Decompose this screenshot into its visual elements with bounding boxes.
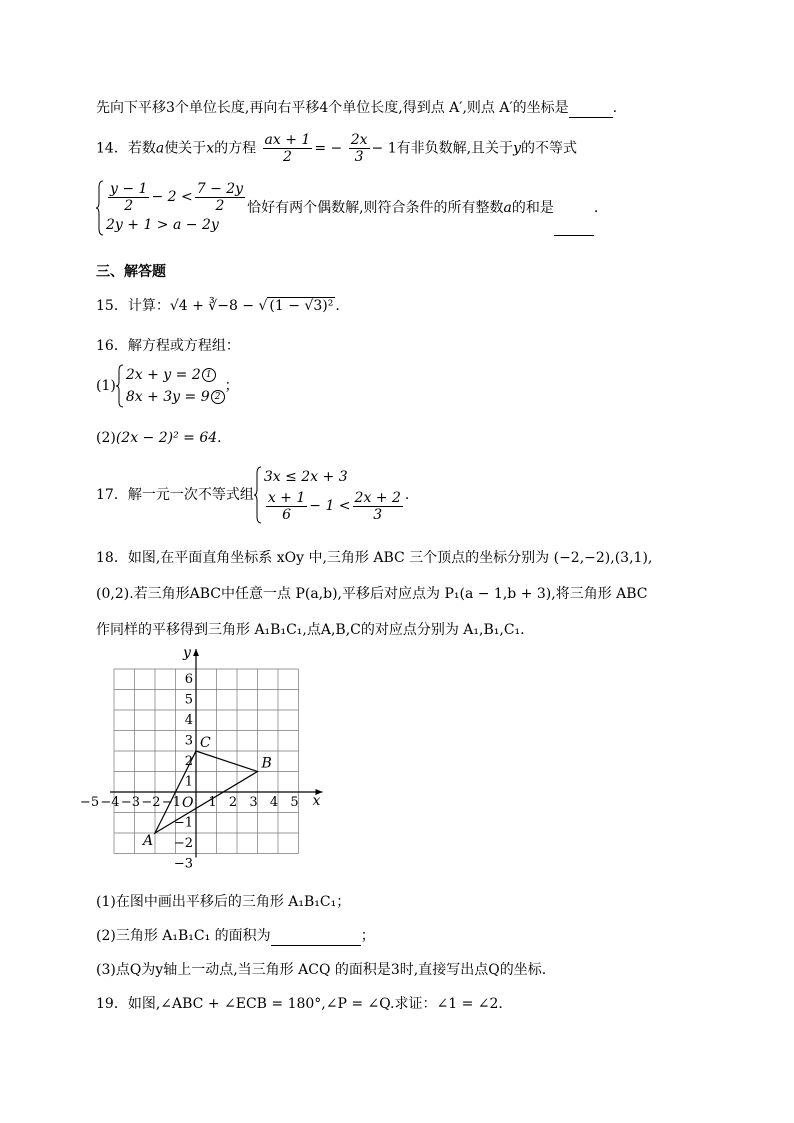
q14-text-b: 使关于: [164, 140, 207, 157]
q16-part2: [96, 428, 222, 448]
brace-icon: [116, 364, 124, 408]
q14-var-a2: a: [503, 200, 512, 216]
q17-frac2-num: 2x + 2: [354, 489, 401, 506]
q14-frac1: [263, 132, 313, 165]
point-label-b: B: [261, 755, 272, 772]
x-tick-label: 5: [290, 795, 299, 810]
q18-line3: 作同样的平移得到三角形 A₁B₁C₁,点A,B,C的对应点分别为 A₁,B₁,C₁.: [96, 622, 525, 638]
q13-text: 先向下平移3个单位长度,再向右平移4个单位长度,得到点 A′,则点 A′的坐标是: [96, 100, 569, 116]
coordinate-grid: [79, 645, 336, 892]
q18-sub2-end: ；: [360, 928, 375, 944]
q16-row2: [126, 386, 225, 408]
q18-sub3: (3)点Q为y轴上一动点,当三角形 ACQ 的面积是3时,直接写出点Q的坐标.: [96, 962, 547, 978]
q18-sub2: [96, 926, 375, 946]
q18-line1: 18．如图,在平面直角坐标系 xOy 中,三角形 ABC 三个顶点的坐标分别为 (−2,−2),(3,1),: [96, 550, 653, 566]
q17-system: [254, 466, 405, 524]
q14-ineq-frac1-den: 2: [124, 197, 134, 214]
q14-ineq-frac2-num: 7 − 2y: [196, 180, 244, 197]
q14-text-f: 恰好有两个偶数解,则符合条件的所有整数: [247, 200, 504, 216]
q14-var-y: y: [513, 140, 521, 157]
q14-answer-blank[interactable]: [554, 219, 594, 236]
y-tick-label: −1: [173, 815, 193, 831]
q14-tail1: − 1: [371, 140, 397, 157]
q16-p2-label: (2): [96, 430, 116, 446]
q15-text: 计算：: [127, 298, 170, 314]
y-tick-label: 4: [184, 713, 193, 728]
q13-answer-blank[interactable]: [569, 101, 613, 118]
y-tick-label: 1: [184, 774, 193, 790]
q14-var-x: x: [206, 140, 215, 157]
q16-row2-text: 8x + 3y = 9: [125, 389, 210, 405]
q16-line: [96, 336, 240, 356]
q16-p2-expr: (2x − 2)² = 64: [115, 430, 218, 446]
y-tick-label: 5: [184, 692, 193, 708]
origin-label: O: [182, 795, 194, 811]
q14-text-d: 有非负数解,且关于: [396, 140, 514, 157]
q14-end: .: [593, 200, 599, 216]
q16-p1-end: ；: [224, 378, 239, 394]
q14-ineq-row2: 2y + 1 > a − 2y: [106, 217, 219, 233]
q13-end: .: [612, 100, 618, 116]
brace-icon: [96, 180, 104, 236]
brace-icon: [254, 466, 262, 524]
y-tick-label: 3: [184, 733, 193, 749]
q14-ineq-row1: [106, 180, 247, 214]
q16-part1: [96, 364, 239, 408]
q19-line: 19．如图,∠ABC + ∠ECB = 180°,∠P = ∠Q.求证：∠1 = ∠2.: [96, 996, 503, 1012]
q14-line2: [96, 180, 598, 236]
y-axis-arrow-icon: [193, 649, 199, 656]
q17-end: .: [404, 487, 410, 503]
q16-system: [116, 364, 225, 408]
q15-number: 15．: [96, 298, 128, 314]
q15-expr: √4 + ∛−8 −: [169, 298, 259, 314]
q14-inequality-system: [96, 180, 247, 236]
q14-var-a: a: [155, 140, 165, 157]
q15-sqrt-inner: (1 − √3)²: [269, 298, 334, 314]
q14-text-c: 的方程: [214, 140, 257, 157]
circled-one-icon: 1: [202, 368, 216, 382]
q14-number: 14．: [96, 140, 128, 157]
q16-p2-end: .: [217, 430, 222, 446]
q14-line1: [96, 132, 577, 165]
q14-ineq-frac2-den: 2: [215, 197, 225, 214]
y-tick-label: 2: [184, 754, 193, 769]
q18-sub2-text: (2)三角形 A₁B₁C₁ 的面积为: [96, 928, 271, 944]
y-tick-label: −2: [173, 836, 193, 851]
q14-frac1-den: 2: [282, 149, 292, 165]
q15-end: .: [335, 298, 340, 314]
q17-frac2-den: 3: [373, 506, 383, 523]
q17-line: [96, 466, 409, 524]
q16-number: 16．: [96, 338, 128, 354]
x-tick-label: 1: [208, 795, 217, 810]
x-tick-label: −3: [120, 795, 141, 810]
q13-line: [96, 98, 617, 118]
y-tick-label: −3: [173, 856, 193, 872]
x-tick-label: −2: [141, 795, 161, 810]
q14-ineq-frac1-num: y − 1: [110, 180, 148, 197]
q14-frac2: [349, 132, 370, 165]
q18-sub1: (1)在图中画出平移后的三角形 A₁B₁C₁；: [96, 894, 351, 910]
q16-text: 解方程或方程组：: [127, 338, 240, 354]
q16-p1-label: (1): [96, 378, 116, 394]
q17-text: 解一元一次不等式组: [127, 487, 254, 503]
y-axis-label: y: [183, 645, 191, 661]
q18-area-blank[interactable]: [271, 929, 361, 946]
x-axis-label: x: [312, 793, 321, 809]
point-label-c: C: [200, 735, 211, 751]
x-tick-label: −4: [100, 795, 120, 810]
q14-frac2-den: 3: [354, 149, 364, 165]
point-label-a: A: [143, 833, 154, 849]
q17-row2: [264, 488, 405, 524]
x-tick-label: 4: [269, 795, 279, 810]
x-tick-label: 3: [249, 795, 258, 810]
x-tick-label: 2: [228, 795, 238, 810]
circled-two-icon: 2: [211, 390, 225, 404]
q17-frac1-num: x + 1: [267, 489, 306, 506]
q17-row1: 3x ≤ 2x + 3: [263, 469, 348, 485]
x-tick-label: −1: [161, 795, 182, 810]
q14-ineq-mid: − 2 <: [151, 189, 193, 205]
q17-number: 17．: [96, 487, 128, 503]
q14-frac2-num: 2x: [350, 132, 368, 148]
q16-row1: [126, 364, 225, 386]
q14-frac1-num: ax + 1: [264, 132, 311, 148]
q14-text-g: 的和是: [511, 200, 554, 216]
q14-eq: = −: [314, 140, 343, 157]
q17-mid: − 1 <: [309, 498, 351, 514]
q14-text-a: 若数: [127, 140, 156, 157]
x-tick-label: −5: [79, 795, 100, 810]
q16-row1-text: 2x + y = 2: [125, 367, 201, 383]
q17-frac1-den: 6: [282, 506, 291, 523]
section-heading: 三、解答题: [96, 264, 166, 280]
q14-text-e: 的不等式: [520, 140, 577, 157]
q18-line2: (0,2).若三角形ABC中任意一点 P(a,b),平移后对应点为 P₁(a − 1,b + 3),将三角形 ABC: [96, 586, 648, 602]
q15-line: 15．计算：√4 + ∛−8 − √ (1 − √3)² .: [96, 298, 340, 314]
y-tick-label: 6: [184, 672, 193, 687]
